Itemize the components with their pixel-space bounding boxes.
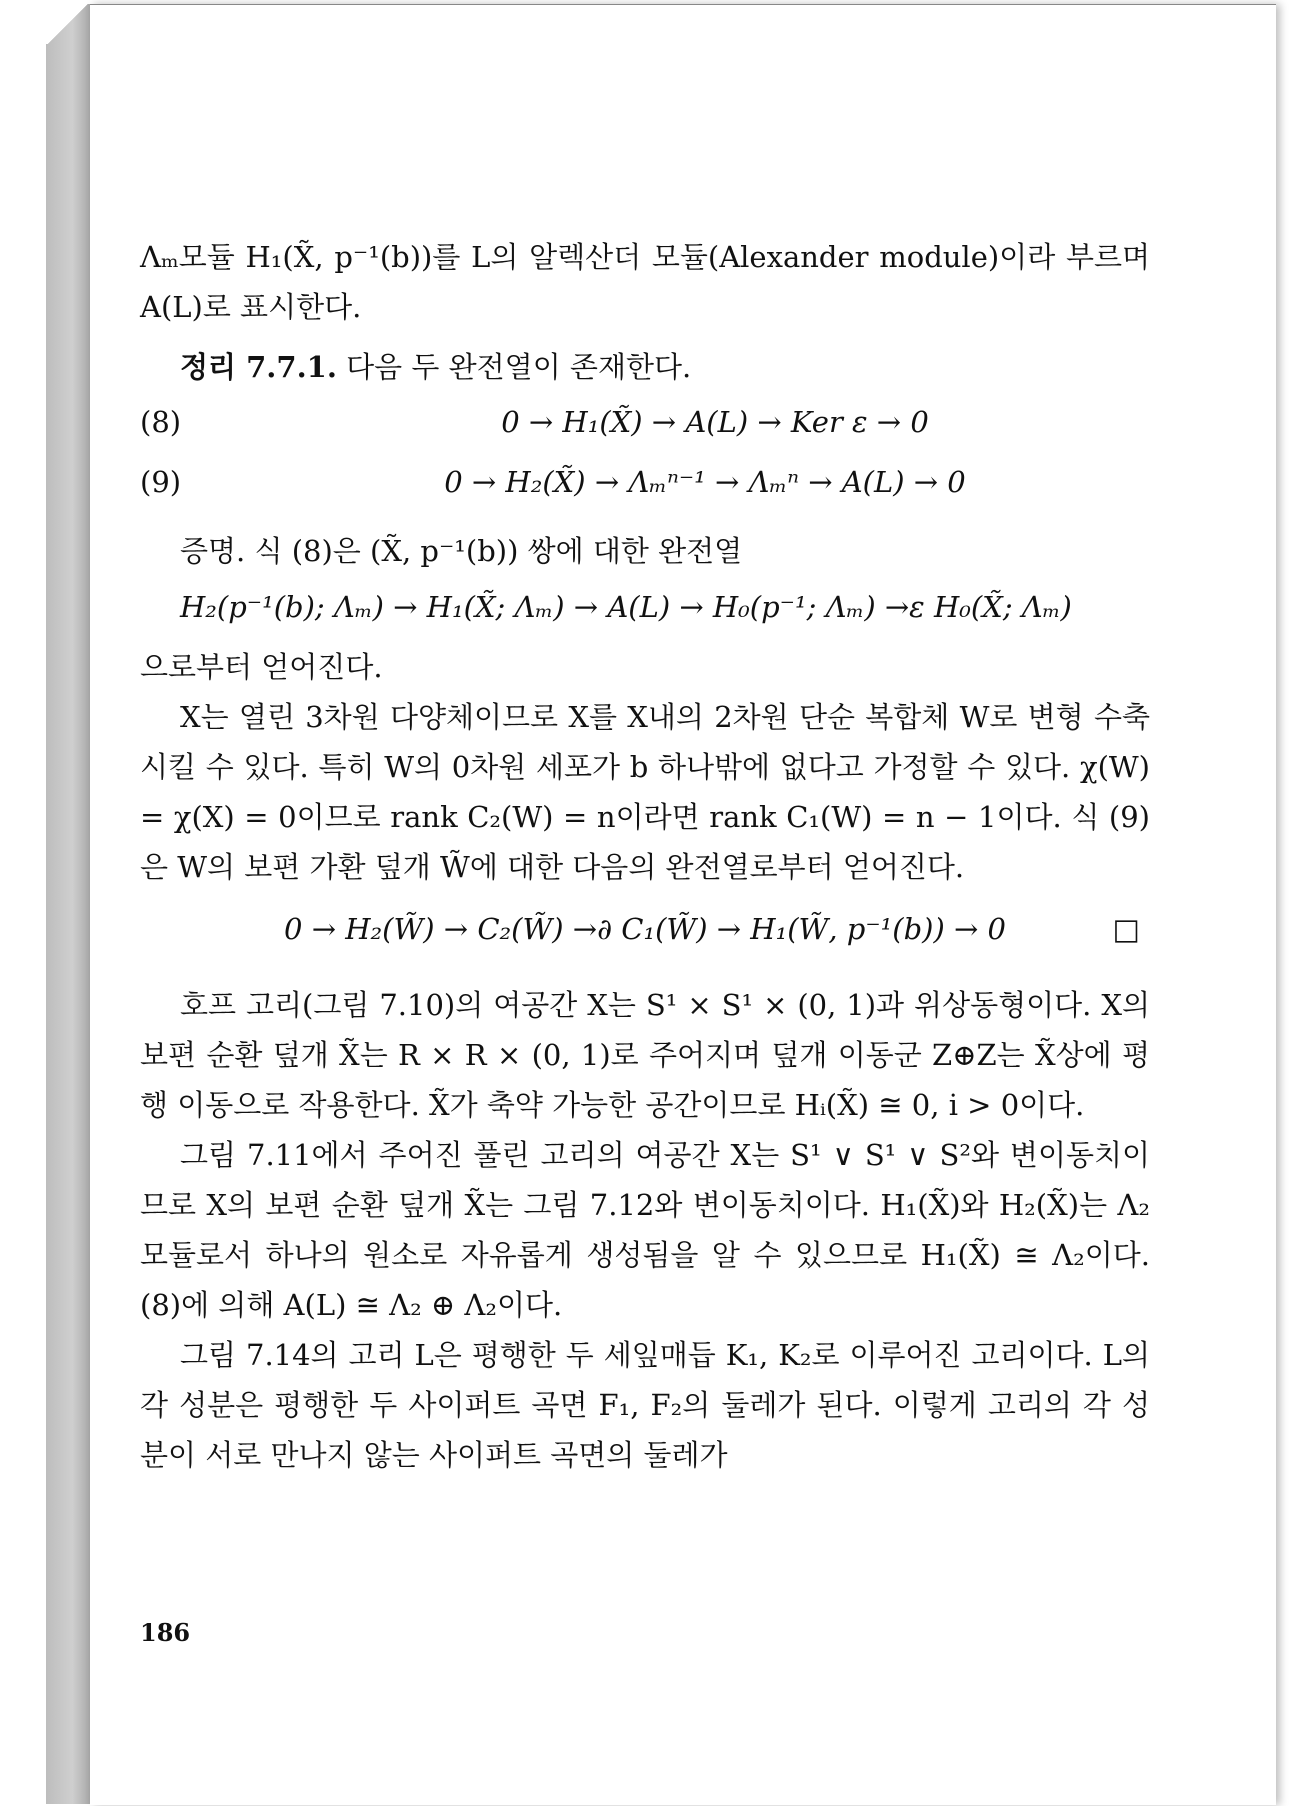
equation-9-expression: 0 → H₂(X̃) → Λₘⁿ⁻¹ → Λₘⁿ → A(L) → 0 [444,465,966,499]
page-content [140,232,1150,1480]
equation-8-number: (8) [140,405,182,439]
equation-9 [140,452,1150,512]
w-exact-sequence-expression: 0 → H₂(W̃) → C₂(W̃) →∂ C₁(W̃) → H₁(W̃, p⁻¹(b)) → 0 [284,912,1006,946]
hopf-link-paragraph: 호프 고리(그림 7.10)의 여공간 X는 S¹ × S¹ × (0, 1)과 위상동형이다. X의 보편 순환 덮개 X̃는 R × R × (0, 1)로 주어지며 덮개 이동군 Z⊕Z는 X̃상에 평행 이동으로 작용한다. X̃가 축약 가능한 공간이므로 Hᵢ(X̃) ≅ 0, i > 0이다. [140,988,1150,1122]
book-edge [46,4,92,1804]
intro-paragraph: Λₘ모듈 H₁(X̃, p⁻¹(b))를 L의 알렉산더 모듈(Alexander module)이라 부르며 A(L)로 표시한다. [140,240,1150,324]
equation-9-number: (9) [140,465,182,499]
w-exact-sequence [140,904,1150,954]
theorem-text: 다음 두 완전열이 존재한다. [346,350,692,384]
qed-symbol: □ [1112,912,1140,946]
proof-conclusion: 으로부터 얻어진다. [140,650,383,684]
page-number: 186 [140,1618,191,1647]
theorem-statement [140,342,1150,392]
figure-7-11-paragraph: 그림 7.11에서 주어진 풀린 고리의 여공간 X는 S¹ ∨ S¹ ∨ S²와 변이동치이므로 X의 보편 순환 덮개 X̃는 그림 7.12와 변이동치이다. H₁(X̃)와 H₂(X̃)는 Λ₂모듈로서 하나의 원소로 자유롭게 생성됨을 알 수 있으므로 H₁(X̃) ≅ Λ₂이다. (8)에 의해 A(L) ≅ Λ₂ ⊕ Λ₂이다. [140,1138,1150,1322]
figure-7-14-paragraph: 그림 7.14의 고리 L은 평행한 두 세잎매듭 K₁, K₂로 이루어진 고리이다. L의 각 성분은 평행한 두 사이퍼트 곡면 F₁, F₂의 둘레가 된다. 이렇게 고리의 각 성분이 서로 만나지 않는 사이퍼트 곡면의 둘레가 [140,1338,1150,1472]
equation-8 [140,392,1150,452]
proof-paragraph: 증명. 식 (8)은 (X̃, p⁻¹(b)) 쌍에 대한 완전열 [180,534,743,568]
theorem-heading: 정리 7.7.1. [180,350,337,384]
complement-paragraph: X는 열린 3차원 다양체이므로 X를 X내의 2차원 단순 복합체 W로 변형 수축시킬 수 있다. 특히 W의 0차원 세포가 b 하나밖에 없다고 가정할 수 있다. χ(W) = χ(X) = 0이므로 rank C₂(W) = n이라면 rank C₁(W) = n − 1이다. 식 (9)은 W의 보편 가환 덮개 W̃에 대한 다음의 완전열로부터 얻어진다. [140,700,1150,884]
equation-8-expression: 0 → H₁(X̃) → A(L) → Ker ε → 0 [501,405,929,439]
proof-exact-sequence: H₂(p⁻¹(b); Λₘ) → H₁(X̃; Λₘ) → A(L) → H₀(p⁻¹; Λₘ) →ε H₀(X̃; Λₘ) [180,590,1072,624]
